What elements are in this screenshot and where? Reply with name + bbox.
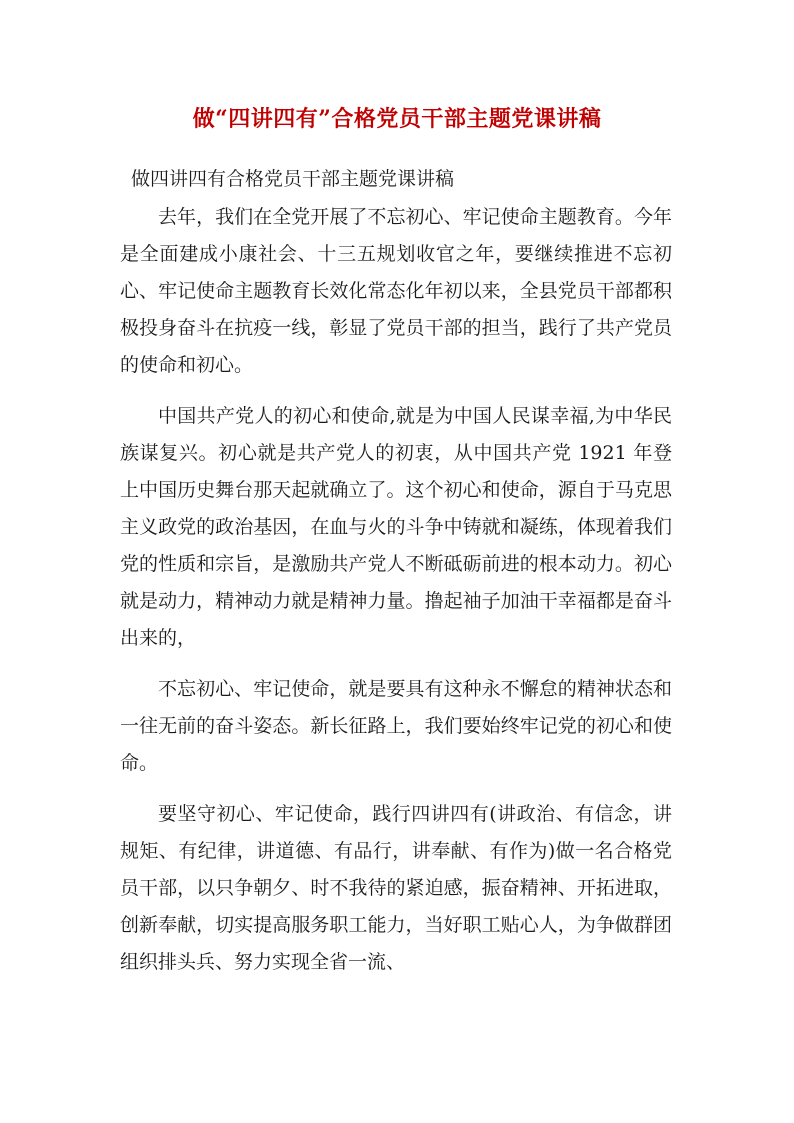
paragraph: 不忘初心、牢记使命，就是要具有这种永不懈怠的精神状态和一往无前的奋斗姿态。新长征路上，我们要始终牢记党的初心和使命。: [120, 678, 672, 774]
paragraph: 去年，我们在全党开展了不忘初心、牢记使命主题教育。今年是全面建成小康社会、十三五规划收官之年，要继续推进不忘初心、牢记使命主题教育长效化常态化年初以来，全县党员干部都积极投身奋斗在抗疫一线，彰显了党员干部的担当，践行了共产党员的使命和初心。: [120, 206, 672, 376]
paragraph: 中国共产党人的初心和使命,就是为中国人民谋幸福,为中华民族谋复兴。初心就是共产党人的初衷，从中国共产党 1921 年登上中国历史舞台那天起就确立了。这个初心和使命，源自于马克思主义政党的政治基因，在血与火的斗争中铸就和凝练，体现着我们党的性质和宗旨，是激励共产党人不断砥砺前进的根本动力。初心就是动力，精神动力就是精神力量。撸起袖子加油干幸福都是奋斗出来的，: [120, 405, 672, 649]
paragraph: 要坚守初心、牢记使命，践行四讲四有(讲政治、有信念，讲规矩、有纪律，讲道德、有品行，讲奉献、有作为)做一名合格党员干部，以只争朝夕、时不我待的紧迫感，振奋精神、开拓进取，创新奉献，切实提高服务职工能力，当好职工贴心人，为争做群团组织排头兵、努力实现全省一流、: [120, 803, 672, 973]
document-title: 做“四讲四有”合格党员干部主题党课讲稿: [192, 106, 602, 132]
document-subtitle: 做四讲四有合格党员干部主题党课讲稿: [131, 168, 455, 190]
document-body: [120, 199, 672, 981]
